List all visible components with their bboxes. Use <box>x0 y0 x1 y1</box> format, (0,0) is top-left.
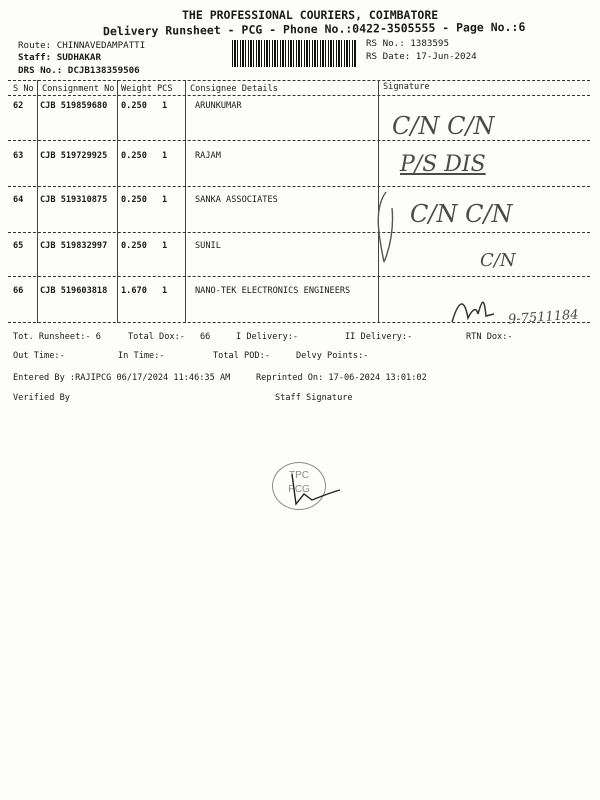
row-weight: 0.250 <box>121 241 147 251</box>
row-sno: 66 <box>13 286 24 296</box>
row-rule <box>8 140 590 141</box>
total-dox: Total Dox:- <box>128 332 185 342</box>
signature-row64: C/N C/N <box>410 200 513 228</box>
row-consignee: ARUNKUMAR <box>195 101 242 111</box>
header-pcs: PCS <box>157 84 173 94</box>
stamp-line2: PCG <box>288 484 310 495</box>
total-dox-value: 66 <box>200 332 211 342</box>
stamp-signature-scribble <box>282 470 342 512</box>
table-header-rule <box>8 95 590 96</box>
company-title: THE PROFESSIONAL COURIERS, COIMBATORE <box>182 8 439 22</box>
col-divider <box>185 80 186 323</box>
col-divider <box>117 80 118 323</box>
header-weight: Weight <box>121 84 153 94</box>
scribble-signature <box>448 292 500 328</box>
row-consignment: CJB 519859680 <box>40 101 108 111</box>
row-consignee: SANKA ASSOCIATES <box>195 195 278 205</box>
verified-by: Verified By <box>13 393 70 403</box>
header-consignee: Consignee Details <box>190 84 278 94</box>
rs-date: RS Date: 17-Jun-2024 <box>366 51 477 62</box>
row-sno: 62 <box>13 101 24 111</box>
ii-delivery: II Delivery:- <box>345 332 413 342</box>
tot-runsheet: Tot. Runsheet:- 6 <box>13 332 101 342</box>
barcode <box>232 40 357 67</box>
i-delivery: I Delivery:- <box>236 332 299 342</box>
rs-number: RS No.: 1383595 <box>366 38 449 49</box>
total-pod: Total POD:- <box>213 351 270 361</box>
out-time: Out Time:- <box>13 351 65 361</box>
row-weight: 1.670 <box>121 286 147 296</box>
signature-row66: 9-7511184 <box>507 307 579 328</box>
rtn-dox: RTN Dox:- <box>466 332 513 342</box>
row-consignee: NANO-TEK ELECTRONICS ENGINEERS <box>195 286 351 296</box>
row-pcs: 1 <box>162 101 168 111</box>
in-time: In Time:- <box>118 351 165 361</box>
row-consignment: CJB 519603818 <box>40 286 108 296</box>
row-pcs: 1 <box>162 241 168 251</box>
row-pcs: 1 <box>162 151 168 161</box>
row-weight: 0.250 <box>121 101 147 111</box>
signature-row65: C/N <box>480 250 516 271</box>
row-pcs: 1 <box>162 195 168 205</box>
row-weight: 0.250 <box>121 195 147 205</box>
row-consignee: RAJAM <box>195 151 221 161</box>
row-rule <box>8 232 590 233</box>
col-divider <box>37 80 38 323</box>
row-pcs: 1 <box>162 286 168 296</box>
row-consignment: CJB 519729925 <box>40 151 108 161</box>
signature-row62: C/N C/N <box>392 112 495 140</box>
row-rule <box>8 186 590 187</box>
header-consignment: Consignment No <box>42 84 115 94</box>
stamp-line1: TPC <box>289 470 309 481</box>
table-bottom-rule <box>8 322 590 323</box>
route-label: Route: CHINNAVEDAMPATTI <box>18 40 146 51</box>
delvy-points: Delvy Points:- <box>296 351 369 361</box>
runsheet-subtitle: Delivery Runsheet - PCG - Phone No.:0422-3505555 - Page No.:6 <box>102 19 526 39</box>
row-sno: 64 <box>13 195 24 205</box>
drs-number: DRS No.: DCJB138359506 <box>18 65 140 76</box>
row-consignee: SUNIL <box>195 241 221 251</box>
row-weight: 0.250 <box>121 151 147 161</box>
scribble-mark <box>372 188 422 268</box>
staff-signature-label: Staff Signature <box>275 393 353 403</box>
reprinted-on: Reprinted On: 17-06-2024 13:01:02 <box>256 373 427 383</box>
header-sno: S No <box>13 84 34 94</box>
row-consignment: CJB 519310875 <box>40 195 108 205</box>
table-top-rule <box>8 80 590 81</box>
row-consignment: CJB 519832997 <box>40 241 108 251</box>
staff-label: Staff: SUDHAKAR <box>18 52 101 63</box>
row-rule <box>8 276 590 277</box>
entered-by: Entered By :RAJIPCG 06/17/2024 11:46:35 AM <box>13 373 231 383</box>
row-sno: 63 <box>13 151 24 161</box>
signature-row63: P/S DIS <box>400 152 486 177</box>
row-sno: 65 <box>13 241 24 251</box>
header-signature: Signature <box>383 82 430 92</box>
